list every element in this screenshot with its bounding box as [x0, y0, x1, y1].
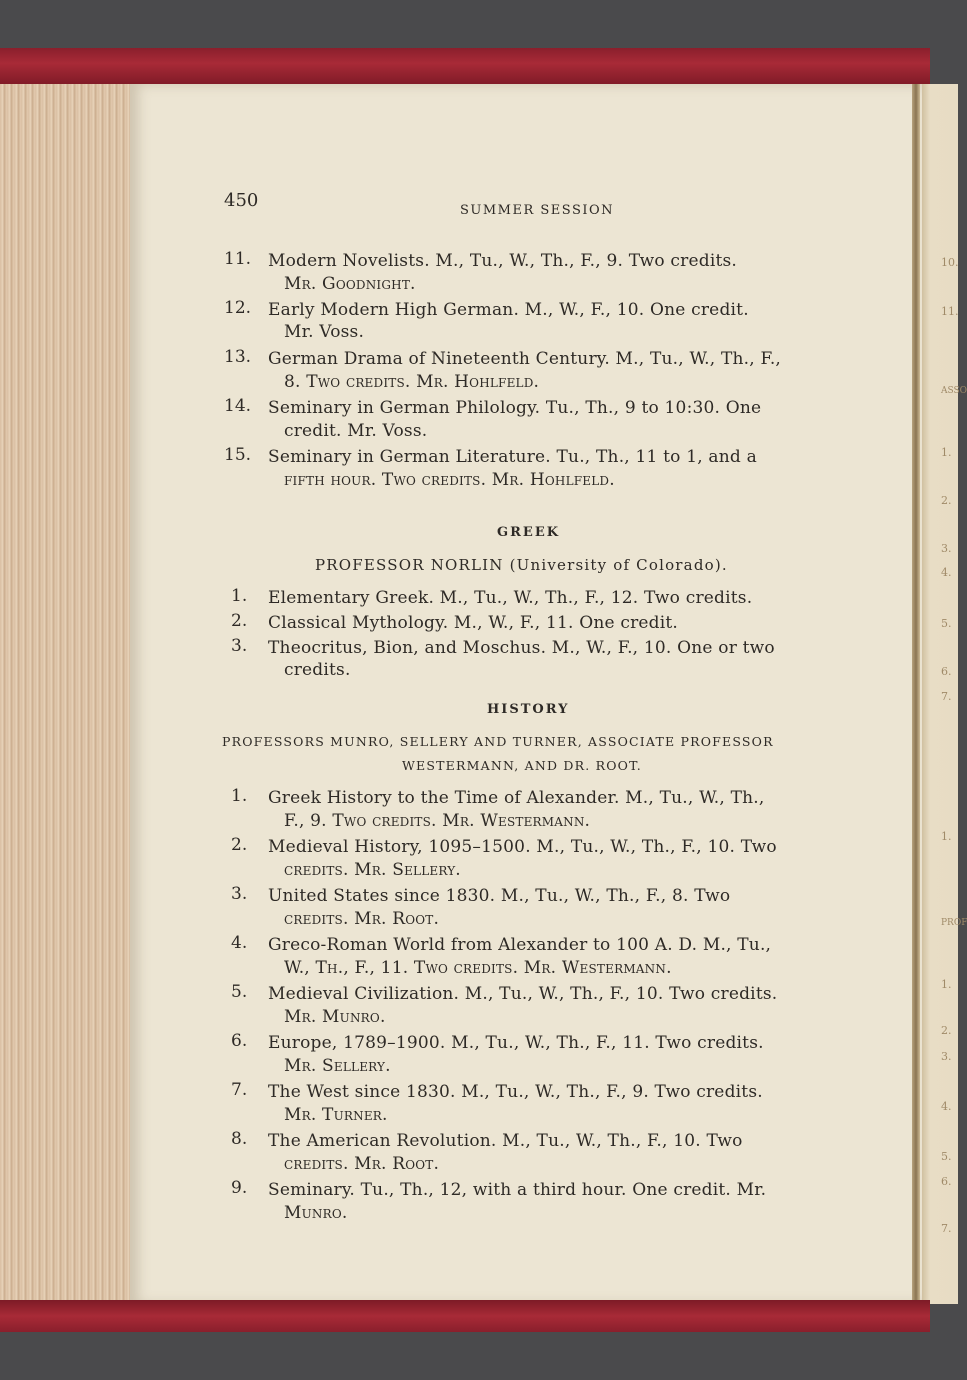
course-number: 1. — [231, 586, 248, 606]
bleed-mark: 3. — [941, 1050, 952, 1063]
course-number: 15. — [224, 445, 252, 465]
bleed-mark: 10. — [941, 256, 959, 269]
course-line: Mr. Sellery. — [284, 1056, 391, 1076]
course-line: Mr. Turner. — [284, 1105, 388, 1125]
course-line: Medieval History, 1095–1500. M., Tu., W., Th., F., 10. Two — [268, 837, 777, 857]
course-line: credits. Mr. Root. — [284, 909, 440, 929]
course-number: 9. — [231, 1178, 248, 1198]
course-number: 5. — [231, 982, 248, 1002]
course-line: Mr. Munro. — [284, 1007, 386, 1027]
bleed-mark: 5. — [941, 1150, 952, 1163]
course-line: Early Modern High German. M., W., F., 10. One credit. — [268, 300, 749, 320]
course-number: 11. — [224, 249, 252, 269]
course-line: Classical Mythology. M., W., F., 11. One credit. — [268, 613, 679, 633]
course-line: Munro. — [284, 1203, 348, 1223]
course-number: 8. — [231, 1129, 248, 1149]
course-line: Greek History to the Time of Alexander. M., Tu., W., Th., — [268, 788, 765, 808]
bleed-mark: 4. — [941, 566, 952, 579]
course-line: 8. Two credits. Mr. Hohlfeld. — [284, 372, 540, 392]
course-line: The American Revolution. M., Tu., W., Th., F., 10. Two — [268, 1131, 743, 1151]
course-number: 3. — [231, 884, 248, 904]
course-line: German Drama of Nineteenth Century. M., Tu., W., Th., F., — [268, 349, 782, 369]
course-number: 2. — [231, 611, 248, 631]
book-cover-top — [0, 48, 930, 86]
history-professors: PROFESSORS MUNRO, SELLERY AND TURNER, ASSOCIATE PROFESSOR — [222, 734, 774, 749]
course-line: Mr. Goodnight. — [284, 274, 416, 294]
course-line: credits. — [284, 660, 351, 680]
course-number: 14. — [224, 396, 252, 416]
bleed-mark: ASSO — [941, 386, 967, 396]
course-line: fifth hour. Two credits. Mr. Hohlfeld. — [284, 470, 615, 490]
course-line: credits. Mr. Sellery. — [284, 860, 461, 880]
course-number: 1. — [231, 786, 248, 806]
bleed-mark: 4. — [941, 1100, 952, 1113]
course-line: Medieval Civilization. M., Tu., W., Th., F., 10. Two credits. — [268, 984, 778, 1004]
bleed-mark: 11. — [941, 305, 959, 318]
bleed-mark: 6. — [941, 665, 952, 678]
bleed-mark: 2. — [941, 494, 952, 507]
bleed-mark: 5. — [941, 617, 952, 630]
course-line: Greco-Roman World from Alexander to 100 A. D. M., Tu., — [268, 935, 772, 955]
bleed-mark: 1. — [941, 446, 952, 459]
greek-professor: PROFESSOR NORLIN (University of Colorado). — [315, 556, 728, 574]
course-line: The West since 1830. M., Tu., W., Th., F., 9. Two credits. — [268, 1082, 763, 1102]
course-number: 7. — [231, 1080, 248, 1100]
page-edges — [0, 84, 132, 1304]
course-number: 3. — [231, 636, 248, 656]
course-line: Elementary Greek. M., Tu., W., Th., F., 12. Two credits. — [268, 588, 753, 608]
course-number: 2. — [231, 835, 248, 855]
section-heading-greek: GREEK — [497, 525, 561, 540]
history-professors: WESTERMANN, AND DR. ROOT. — [402, 758, 642, 773]
bleed-mark: 7. — [941, 690, 952, 703]
bleed-mark: 7. — [941, 1222, 952, 1235]
course-line: F., 9. Two credits. Mr. Westermann. — [284, 811, 591, 831]
course-line: credit. Mr. Voss. — [284, 421, 428, 441]
bleed-mark: PROF — [941, 918, 967, 928]
course-line: Theocritus, Bion, and Moschus. M., W., F., 10. One or two — [268, 638, 775, 658]
course-line: Mr. Voss. — [284, 322, 365, 342]
course-line: United States since 1830. M., Tu., W., Th., F., 8. Two — [268, 886, 731, 906]
course-number: 12. — [224, 298, 252, 318]
bleed-mark: 1. — [941, 830, 952, 843]
course-line: Europe, 1789–1900. M., Tu., W., Th., F., 11. Two credits. — [268, 1033, 764, 1053]
course-line: Seminary in German Literature. Tu., Th., 11 to 1, and a — [268, 447, 757, 467]
course-number: 4. — [231, 933, 248, 953]
course-line: credits. Mr. Root. — [284, 1154, 440, 1174]
running-head: SUMMER SESSION — [460, 203, 615, 218]
course-line: Modern Novelists. M., Tu., W., Th., F., 9. Two credits. — [268, 251, 738, 271]
course-line: Seminary. Tu., Th., 12, with a third hour. One credit. Mr. — [268, 1180, 767, 1200]
bleed-mark: 3. — [941, 542, 952, 555]
page-number: 450 — [224, 190, 259, 211]
course-line: Seminary in German Philology. Tu., Th., 9 to 10:30. One — [268, 398, 762, 418]
bleed-mark: 1. — [941, 978, 952, 991]
bleed-mark: 6. — [941, 1175, 952, 1188]
book-cover-bottom — [0, 1300, 930, 1332]
section-heading-history: HISTORY — [487, 702, 570, 717]
course-number: 6. — [231, 1031, 248, 1051]
bleed-mark: 2. — [941, 1024, 952, 1037]
course-line: W., Th., F., 11. Two credits. Mr. Westermann. — [284, 958, 672, 978]
course-number: 13. — [224, 347, 252, 367]
page-gutter — [912, 84, 920, 1304]
